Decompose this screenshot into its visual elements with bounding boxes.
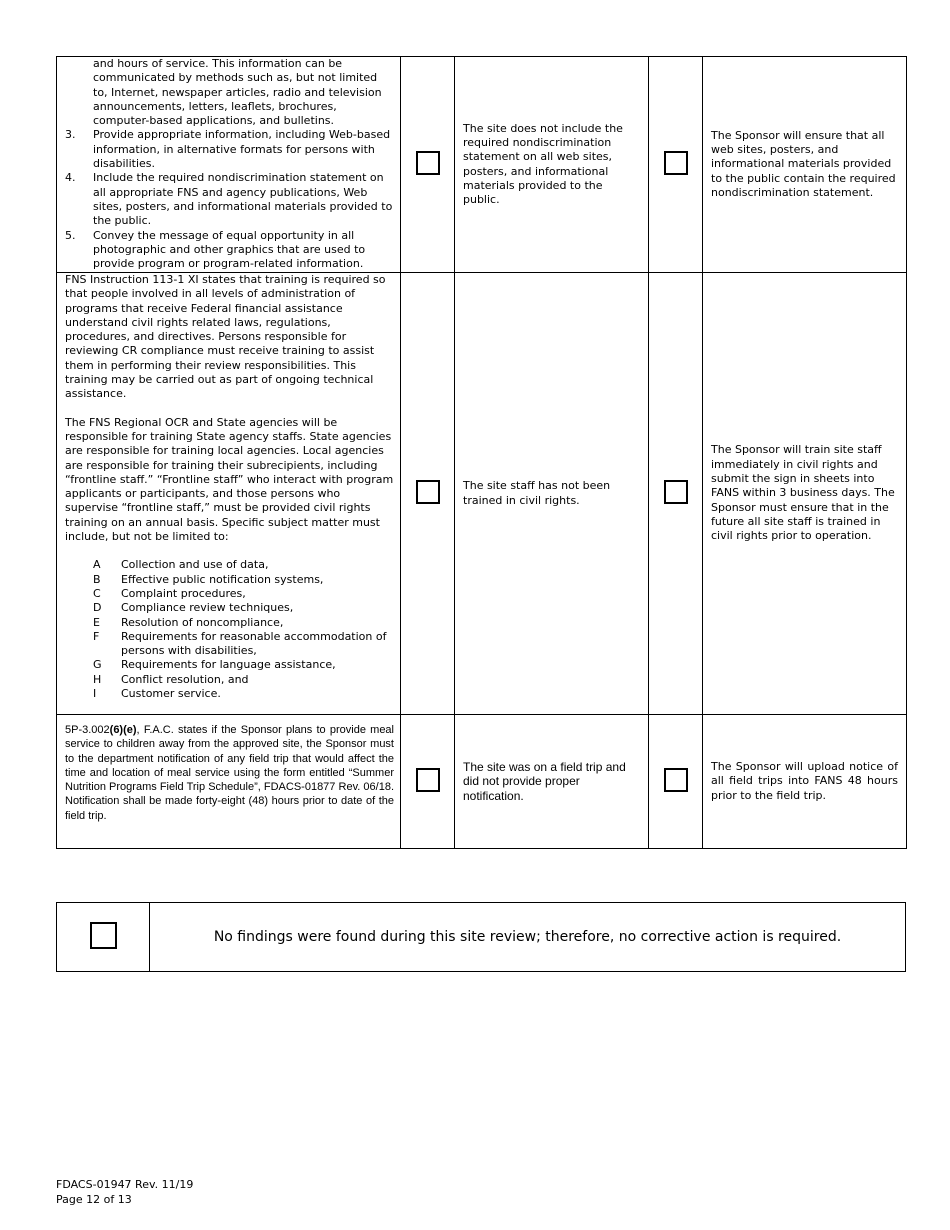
finding-cell: [455, 715, 649, 849]
finding-text: The site does not include the required nondiscrimination statement on all web sites, posters, and informational materials provided to the public.: [463, 121, 623, 207]
no-findings-text: No findings were found during this site review; therefore, no corrective action is required.: [150, 903, 906, 972]
page-number: Page 12 of 13: [56, 1193, 132, 1206]
list-item: F Requirements for reasonable accommodation of persons with disabilities,: [93, 629, 387, 658]
requirement-cell: [57, 57, 401, 273]
list-item: 4. Include the required nondiscrimination statement on all appropriate FNS and agency publications, Web sites, posters, and informational materials provided to the public.: [65, 171, 393, 228]
finding-checkbox[interactable]: [416, 768, 440, 792]
table-row: [57, 715, 907, 849]
finding-cell: [455, 57, 649, 273]
requirement-para: FNS Instruction 113-1 XI states that training is required so that people involved in all levels of administration of programs that receive Federal financial assistance understand civil rights related laws, regulations, procedures, and directives. Persons responsible for reviewing CR compliance must receive training to assist them in performing their review responsibilities. This training may be carried out as part of ongoing technical assistance.: [65, 273, 386, 401]
review-table: [56, 56, 907, 849]
page-footer: [56, 1177, 193, 1207]
corrective-text: The Sponsor will train site staff immediately in civil rights and submit the sign in sheets into FANS within 3 business days. The Sponsor must ensure that in the future all site staff is trained in civil rights prior to operation.: [711, 443, 895, 543]
list-item: B Effective public notification systems,: [93, 572, 324, 586]
list-item: C Complaint procedures,: [93, 586, 246, 600]
list-item: G Requirements for language assistance,: [93, 658, 336, 672]
no-findings-box: [56, 902, 906, 972]
finding-cell: [455, 273, 649, 715]
list-item: E Resolution of noncompliance,: [93, 615, 284, 629]
corrective-cell: [703, 57, 907, 273]
no-findings-checkbox[interactable]: [90, 922, 117, 949]
form-id: FDACS-01947 Rev. 11/19: [56, 1178, 194, 1191]
corrective-checkbox-cell: [649, 715, 703, 849]
requirement-cell: [57, 273, 401, 715]
requirement-cell: [57, 715, 401, 849]
corrective-checkbox[interactable]: [664, 151, 688, 175]
requirement-list: [65, 128, 394, 271]
list-item: 5. Convey the message of equal opportunity in all photographic and other graphics that are used to provide program or program-related information.: [65, 228, 366, 271]
finding-text: The site was on a field trip and did not provide proper notification.: [463, 760, 626, 803]
finding-checkbox-cell: [401, 57, 455, 273]
corrective-checkbox-cell: [649, 57, 703, 273]
list-item: A Collection and use of data,: [93, 558, 269, 572]
subject-list: [65, 558, 394, 701]
finding-checkbox[interactable]: [416, 151, 440, 175]
table-row: [57, 273, 907, 715]
list-item: D Compliance review techniques,: [93, 601, 294, 615]
corrective-checkbox[interactable]: [664, 480, 688, 504]
corrective-cell: [703, 273, 907, 715]
requirement-para: The FNS Regional OCR and State agencies will be responsible for training State agency staffs. State agencies are responsible for training local agencies. Local agencies are responsible for training their subrecipients, including “frontline staff.” “Frontline staff” who interact with program applicants or participants, and those persons who supervise “frontline staff,” must be provided civil rights training on an annual basis. Specific subject matter must include, but not be limited to:: [65, 415, 394, 544]
requirement-intro: and hours of service. This information can be communicated by methods such as, but not limited to, Internet, newspaper articles, radio and television announcements, letters, leaflets, brochures, computer-based applications, and bulletins.: [93, 57, 382, 128]
finding-checkbox[interactable]: [416, 480, 440, 504]
corrective-text: The Sponsor will upload notice of all field trips into FANS 48 hours prior to the field trip.: [711, 760, 898, 802]
table-row: [57, 57, 907, 273]
list-item: H Conflict resolution, and: [93, 672, 249, 686]
corrective-cell: [703, 715, 907, 849]
corrective-text: The Sponsor will ensure that all web sites, posters, and informational materials provided to the public contain the required nondiscrimination statement.: [711, 128, 896, 199]
finding-text: The site staff has not been trained in civil rights.: [463, 479, 611, 507]
no-findings-checkbox-cell: [57, 903, 150, 972]
finding-checkbox-cell: [401, 273, 455, 715]
corrective-checkbox[interactable]: [664, 768, 688, 792]
requirement-text: 5P-3.002(6)(e), F.A.C. states if the Sponsor plans to provide meal service to children away from the approved site, the Sponsor must to the department notification of any field trip that would affect the time and location of meal service using the form entitled “Summer Nutrition Programs Field Trip Schedule”, FDACS-01877 Rev. 06/18. Notification shall be made forty-eight (48) hours prior to date of the field trip.: [65, 724, 394, 822]
list-item: 3. Provide appropriate information, including Web-based information, in alternative formats for persons with disabilities.: [65, 128, 391, 171]
finding-checkbox-cell: [401, 715, 455, 849]
list-item: I Customer service.: [93, 687, 221, 701]
corrective-checkbox-cell: [649, 273, 703, 715]
